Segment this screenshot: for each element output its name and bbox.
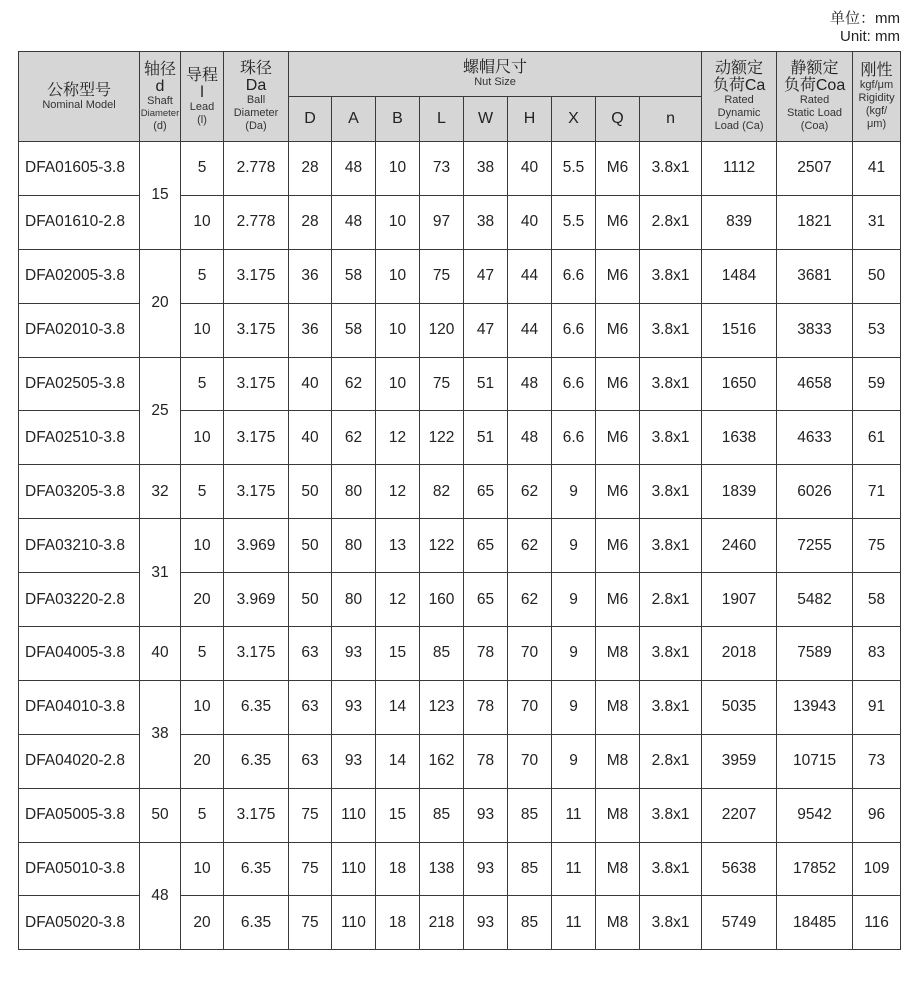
nut-X-cell: 9: [552, 680, 596, 734]
model-cell: DFA01610-2.8: [19, 195, 140, 249]
unit-en: Unit: mm: [840, 28, 900, 45]
nut-B-cell: 15: [376, 788, 420, 842]
model-cell: DFA05005-3.8: [19, 788, 140, 842]
nut-H-cell: 70: [508, 680, 552, 734]
nut-H-cell: 62: [508, 519, 552, 573]
nut-Q-cell: M6: [596, 357, 640, 411]
header-col-n: n: [640, 97, 702, 142]
table-row: [19, 680, 901, 734]
nut-n-cell: 3.8x1: [640, 357, 702, 411]
nut-H-cell: 70: [508, 734, 552, 788]
nut-n-cell: 2.8x1: [640, 734, 702, 788]
model-cell: DFA04010-3.8: [19, 680, 140, 734]
nut-H-cell: 85: [508, 842, 552, 896]
ball-diameter-cell: 6.35: [224, 842, 289, 896]
nut-Q-cell: M6: [596, 303, 640, 357]
nut-X-cell: 9: [552, 519, 596, 573]
nut-W-cell: 65: [464, 573, 508, 627]
shaft-diameter-cell: 31: [140, 519, 181, 627]
nut-B-cell: 12: [376, 573, 420, 627]
nut-A-cell: 110: [332, 842, 376, 896]
nut-A-cell: 80: [332, 573, 376, 627]
nut-H-cell: 62: [508, 465, 552, 519]
lead-cell: 5: [181, 627, 224, 681]
rigidity-cell: 41: [853, 142, 901, 196]
nut-B-cell: 10: [376, 142, 420, 196]
nut-Q-cell: M6: [596, 573, 640, 627]
model-cell: DFA02005-3.8: [19, 249, 140, 303]
nut-W-cell: 78: [464, 680, 508, 734]
nut-A-cell: 58: [332, 249, 376, 303]
ball-diameter-cell: 3.175: [224, 303, 289, 357]
nut-A-cell: 110: [332, 896, 376, 950]
shaft-diameter-cell: 38: [140, 680, 181, 788]
nut-Q-cell: M8: [596, 734, 640, 788]
nut-X-cell: 5.5: [552, 142, 596, 196]
nut-A-cell: 93: [332, 627, 376, 681]
header-col-L: L: [420, 97, 464, 142]
model-cell: DFA05010-3.8: [19, 842, 140, 896]
nut-Q-cell: M8: [596, 680, 640, 734]
nut-n-cell: 3.8x1: [640, 465, 702, 519]
dynamic-load-cell: 5749: [702, 896, 777, 950]
nut-B-cell: 10: [376, 249, 420, 303]
shaft-diameter-cell: 20: [140, 249, 181, 357]
ball-diameter-cell: 3.969: [224, 519, 289, 573]
nut-Q-cell: M8: [596, 788, 640, 842]
header-nut-size: 螺帽尺寸 Nut Size: [289, 52, 702, 97]
lead-cell: 5: [181, 249, 224, 303]
nut-n-cell: 3.8x1: [640, 842, 702, 896]
nut-W-cell: 78: [464, 627, 508, 681]
nut-B-cell: 14: [376, 734, 420, 788]
dynamic-load-cell: 2460: [702, 519, 777, 573]
ball-diameter-cell: 6.35: [224, 680, 289, 734]
nut-X-cell: 9: [552, 573, 596, 627]
shaft-diameter-cell: 48: [140, 842, 181, 950]
nut-B-cell: 18: [376, 896, 420, 950]
lead-cell: 10: [181, 680, 224, 734]
nut-H-cell: 44: [508, 249, 552, 303]
lead-cell: 5: [181, 142, 224, 196]
nut-L-cell: 160: [420, 573, 464, 627]
ball-diameter-cell: 2.778: [224, 142, 289, 196]
nut-X-cell: 6.6: [552, 411, 596, 465]
ball-diameter-cell: 3.175: [224, 411, 289, 465]
model-cell: DFA03220-2.8: [19, 573, 140, 627]
lead-cell: 20: [181, 734, 224, 788]
dynamic-load-cell: 1839: [702, 465, 777, 519]
nut-D-cell: 63: [289, 627, 332, 681]
lead-cell: 5: [181, 788, 224, 842]
nut-L-cell: 97: [420, 195, 464, 249]
lead-cell: 5: [181, 357, 224, 411]
header-col-W: W: [464, 97, 508, 142]
nut-L-cell: 85: [420, 627, 464, 681]
dynamic-load-cell: 3959: [702, 734, 777, 788]
static-load-cell: 18485: [777, 896, 853, 950]
table-row: [19, 519, 901, 573]
nut-X-cell: 9: [552, 627, 596, 681]
nut-W-cell: 93: [464, 896, 508, 950]
nut-L-cell: 123: [420, 680, 464, 734]
nut-n-cell: 2.8x1: [640, 573, 702, 627]
nut-D-cell: 28: [289, 142, 332, 196]
dynamic-load-cell: 1638: [702, 411, 777, 465]
nut-L-cell: 120: [420, 303, 464, 357]
dynamic-load-cell: 1650: [702, 357, 777, 411]
nut-W-cell: 78: [464, 734, 508, 788]
table-header: [19, 52, 901, 142]
nut-A-cell: 62: [332, 411, 376, 465]
header-col-D: D: [289, 97, 332, 142]
model-cell: DFA05020-3.8: [19, 896, 140, 950]
header-col-A: A: [332, 97, 376, 142]
rigidity-cell: 83: [853, 627, 901, 681]
nut-D-cell: 36: [289, 303, 332, 357]
nut-Q-cell: M6: [596, 519, 640, 573]
nut-D-cell: 40: [289, 411, 332, 465]
nut-X-cell: 6.6: [552, 303, 596, 357]
static-load-cell: 4633: [777, 411, 853, 465]
nut-X-cell: 11: [552, 788, 596, 842]
ball-diameter-cell: 3.175: [224, 465, 289, 519]
lead-cell: 10: [181, 303, 224, 357]
ball-diameter-cell: 3.969: [224, 573, 289, 627]
nut-Q-cell: M8: [596, 842, 640, 896]
lead-cell: 10: [181, 842, 224, 896]
rigidity-cell: 109: [853, 842, 901, 896]
table-row: [19, 627, 901, 681]
static-load-cell: 17852: [777, 842, 853, 896]
header-shaft: 轴径 d Shaft Diameter (d): [140, 52, 181, 142]
nut-D-cell: 40: [289, 357, 332, 411]
nut-X-cell: 9: [552, 465, 596, 519]
nut-H-cell: 48: [508, 357, 552, 411]
ball-diameter-cell: 6.35: [224, 734, 289, 788]
lead-cell: 20: [181, 573, 224, 627]
nut-B-cell: 12: [376, 465, 420, 519]
nut-H-cell: 85: [508, 788, 552, 842]
rigidity-cell: 59: [853, 357, 901, 411]
dynamic-load-cell: 5638: [702, 842, 777, 896]
nut-H-cell: 62: [508, 573, 552, 627]
static-load-cell: 7255: [777, 519, 853, 573]
nut-Q-cell: M8: [596, 896, 640, 950]
rigidity-cell: 71: [853, 465, 901, 519]
dynamic-load-cell: 2207: [702, 788, 777, 842]
shaft-diameter-cell: 25: [140, 357, 181, 465]
model-cell: DFA01605-3.8: [19, 142, 140, 196]
dynamic-load-cell: 1484: [702, 249, 777, 303]
rigidity-cell: 58: [853, 573, 901, 627]
nut-n-cell: 3.8x1: [640, 680, 702, 734]
rigidity-cell: 61: [853, 411, 901, 465]
model-cell: DFA02010-3.8: [19, 303, 140, 357]
nut-L-cell: 82: [420, 465, 464, 519]
static-load-cell: 10715: [777, 734, 853, 788]
header-col-Q: Q: [596, 97, 640, 142]
nut-L-cell: 122: [420, 411, 464, 465]
nut-L-cell: 85: [420, 788, 464, 842]
nut-A-cell: 93: [332, 734, 376, 788]
static-load-cell: 5482: [777, 573, 853, 627]
table-body: [19, 142, 901, 950]
nut-L-cell: 162: [420, 734, 464, 788]
nut-D-cell: 50: [289, 519, 332, 573]
nut-W-cell: 65: [464, 519, 508, 573]
nut-W-cell: 47: [464, 303, 508, 357]
nut-Q-cell: M6: [596, 411, 640, 465]
rigidity-cell: 31: [853, 195, 901, 249]
nut-Q-cell: M6: [596, 465, 640, 519]
nut-n-cell: 3.8x1: [640, 627, 702, 681]
ball-diameter-cell: 3.175: [224, 788, 289, 842]
header-lead: 导程 l Lead (l): [181, 52, 224, 142]
header-ball: 珠径 Da Ball Diameter (Da): [224, 52, 289, 142]
nut-L-cell: 122: [420, 519, 464, 573]
nut-n-cell: 3.8x1: [640, 303, 702, 357]
shaft-diameter-cell: 32: [140, 465, 181, 519]
nut-A-cell: 110: [332, 788, 376, 842]
lead-cell: 10: [181, 411, 224, 465]
nut-H-cell: 40: [508, 142, 552, 196]
nut-B-cell: 13: [376, 519, 420, 573]
lead-cell: 10: [181, 519, 224, 573]
static-load-cell: 7589: [777, 627, 853, 681]
static-load-cell: 3833: [777, 303, 853, 357]
ball-diameter-cell: 3.175: [224, 627, 289, 681]
header-col-X: X: [552, 97, 596, 142]
nut-Q-cell: M6: [596, 249, 640, 303]
model-cell: DFA02510-3.8: [19, 411, 140, 465]
shaft-diameter-cell: 50: [140, 788, 181, 842]
nut-W-cell: 93: [464, 788, 508, 842]
header-static-load: 静额定 负荷Coa Rated Static Load (Coa): [777, 52, 853, 142]
nut-D-cell: 63: [289, 680, 332, 734]
nut-n-cell: 3.8x1: [640, 142, 702, 196]
nut-L-cell: 73: [420, 142, 464, 196]
nut-A-cell: 80: [332, 519, 376, 573]
ball-diameter-cell: 3.175: [224, 249, 289, 303]
nut-D-cell: 36: [289, 249, 332, 303]
lead-cell: 20: [181, 896, 224, 950]
table-row: [19, 142, 901, 196]
header-rigidity: 刚性 kgf/μm Rigidity (kgf/ μm): [853, 52, 901, 142]
nut-W-cell: 47: [464, 249, 508, 303]
dynamic-load-cell: 839: [702, 195, 777, 249]
table-row: [19, 788, 901, 842]
nut-A-cell: 48: [332, 195, 376, 249]
nut-W-cell: 51: [464, 357, 508, 411]
header-dynamic-load: 动额定 负荷Ca Rated Dynamic Load (Ca): [702, 52, 777, 142]
nut-A-cell: 93: [332, 680, 376, 734]
nut-n-cell: 3.8x1: [640, 519, 702, 573]
nut-L-cell: 75: [420, 249, 464, 303]
nut-B-cell: 10: [376, 195, 420, 249]
nut-W-cell: 93: [464, 842, 508, 896]
nut-B-cell: 12: [376, 411, 420, 465]
static-load-cell: 13943: [777, 680, 853, 734]
nut-X-cell: 9: [552, 734, 596, 788]
nut-L-cell: 218: [420, 896, 464, 950]
ball-diameter-cell: 6.35: [224, 896, 289, 950]
nut-W-cell: 51: [464, 411, 508, 465]
nut-X-cell: 11: [552, 896, 596, 950]
nut-W-cell: 38: [464, 142, 508, 196]
table-row: [19, 357, 901, 411]
dynamic-load-cell: 1112: [702, 142, 777, 196]
static-load-cell: 4658: [777, 357, 853, 411]
static-load-cell: 9542: [777, 788, 853, 842]
nut-Q-cell: M8: [596, 627, 640, 681]
nut-D-cell: 28: [289, 195, 332, 249]
nut-n-cell: 3.8x1: [640, 788, 702, 842]
nut-D-cell: 63: [289, 734, 332, 788]
nut-X-cell: 6.6: [552, 249, 596, 303]
nut-D-cell: 75: [289, 896, 332, 950]
nut-D-cell: 50: [289, 465, 332, 519]
shaft-diameter-cell: 40: [140, 627, 181, 681]
header-col-B: B: [376, 97, 420, 142]
rigidity-cell: 116: [853, 896, 901, 950]
nut-A-cell: 58: [332, 303, 376, 357]
nut-H-cell: 40: [508, 195, 552, 249]
static-load-cell: 2507: [777, 142, 853, 196]
rigidity-cell: 73: [853, 734, 901, 788]
nut-B-cell: 15: [376, 627, 420, 681]
nut-A-cell: 48: [332, 142, 376, 196]
dynamic-load-cell: 1516: [702, 303, 777, 357]
rigidity-cell: 50: [853, 249, 901, 303]
nut-B-cell: 10: [376, 303, 420, 357]
nut-Q-cell: M6: [596, 142, 640, 196]
nut-n-cell: 3.8x1: [640, 411, 702, 465]
spec-table: [18, 51, 901, 950]
nut-L-cell: 138: [420, 842, 464, 896]
ball-diameter-cell: 2.778: [224, 195, 289, 249]
lead-cell: 10: [181, 195, 224, 249]
header-model: 公称型号 Nominal Model: [19, 52, 140, 142]
nut-Q-cell: M6: [596, 195, 640, 249]
nut-H-cell: 85: [508, 896, 552, 950]
nut-B-cell: 14: [376, 680, 420, 734]
model-cell: DFA04020-2.8: [19, 734, 140, 788]
nut-B-cell: 10: [376, 357, 420, 411]
nut-X-cell: 6.6: [552, 357, 596, 411]
nut-H-cell: 70: [508, 627, 552, 681]
rigidity-cell: 53: [853, 303, 901, 357]
model-cell: DFA02505-3.8: [19, 357, 140, 411]
header-col-H: H: [508, 97, 552, 142]
nut-n-cell: 3.8x1: [640, 249, 702, 303]
table-row: [19, 842, 901, 896]
nut-L-cell: 75: [420, 357, 464, 411]
shaft-diameter-cell: 15: [140, 142, 181, 250]
table-row: [19, 249, 901, 303]
nut-H-cell: 44: [508, 303, 552, 357]
rigidity-cell: 75: [853, 519, 901, 573]
table-row: [19, 465, 901, 519]
unit-note: [830, 10, 900, 46]
nut-W-cell: 38: [464, 195, 508, 249]
nut-A-cell: 80: [332, 465, 376, 519]
static-load-cell: 1821: [777, 195, 853, 249]
nut-D-cell: 50: [289, 573, 332, 627]
nut-W-cell: 65: [464, 465, 508, 519]
ball-diameter-cell: 3.175: [224, 357, 289, 411]
nut-n-cell: 2.8x1: [640, 195, 702, 249]
static-load-cell: 6026: [777, 465, 853, 519]
dynamic-load-cell: 5035: [702, 680, 777, 734]
rigidity-cell: 96: [853, 788, 901, 842]
dynamic-load-cell: 2018: [702, 627, 777, 681]
unit-cn: 单位：mm: [830, 10, 900, 27]
static-load-cell: 3681: [777, 249, 853, 303]
nut-H-cell: 48: [508, 411, 552, 465]
nut-D-cell: 75: [289, 788, 332, 842]
dynamic-load-cell: 1907: [702, 573, 777, 627]
nut-n-cell: 3.8x1: [640, 896, 702, 950]
model-cell: DFA03205-3.8: [19, 465, 140, 519]
nut-X-cell: 11: [552, 842, 596, 896]
model-cell: DFA04005-3.8: [19, 627, 140, 681]
lead-cell: 5: [181, 465, 224, 519]
nut-X-cell: 5.5: [552, 195, 596, 249]
model-cell: DFA03210-3.8: [19, 519, 140, 573]
rigidity-cell: 91: [853, 680, 901, 734]
nut-B-cell: 18: [376, 842, 420, 896]
nut-A-cell: 62: [332, 357, 376, 411]
nut-D-cell: 75: [289, 842, 332, 896]
